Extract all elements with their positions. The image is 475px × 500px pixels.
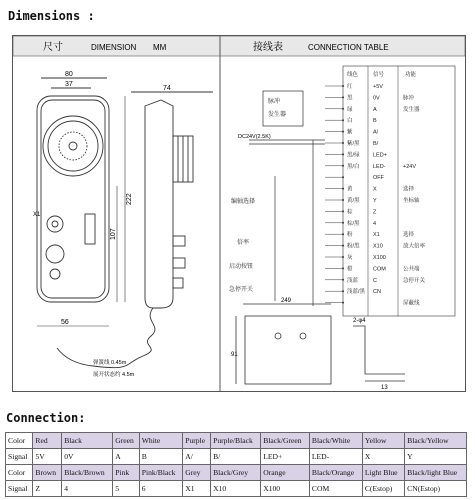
terminal-color: 黑 — [347, 95, 353, 102]
svg-text:编轴选择: 编轴选择 — [231, 199, 256, 205]
table-cell: Black/Green — [261, 433, 310, 449]
connection-heading-en: CONNECTION TABLE — [308, 43, 389, 52]
terminal-color: 橙 — [347, 266, 353, 273]
table-cell: Brown — [33, 465, 62, 481]
pendant-side-view — [131, 92, 213, 308]
table-cell: Green — [113, 433, 139, 449]
svg-text:启动按钮: 启动按钮 — [229, 264, 254, 270]
terminal-func: 公共端 — [403, 266, 420, 273]
terminal-func: 急停开关 — [403, 277, 426, 284]
table-cell: X — [362, 449, 404, 465]
cable-note-2: 展开状态约 4.5m — [93, 372, 135, 378]
schematic-boxes — [249, 91, 325, 306]
svg-text:发生器: 发生器 — [268, 112, 287, 118]
table-cell: Pink — [113, 465, 139, 481]
table-cell: LED- — [309, 449, 362, 465]
terminal-signal: X10 — [373, 243, 383, 250]
terminal-signal: X100 — [373, 255, 386, 261]
dimension-heading-en: DIMENSION — [91, 43, 137, 52]
svg-text:倍率: 倍率 — [237, 240, 250, 246]
mount-dim-249: 249 — [281, 298, 292, 304]
mount-dim-13: 13 — [381, 385, 388, 391]
terminal-color: 灰 — [347, 255, 353, 261]
terminal-color: 棕/黑 — [347, 220, 360, 227]
terminal-func: 脉冲 — [403, 95, 415, 102]
table-row — [6, 449, 467, 465]
mount-dim-91: 91 — [231, 352, 238, 358]
dim-80: 80 — [65, 71, 73, 78]
table-cell: Orange — [261, 465, 310, 481]
terminal-signal: X — [373, 186, 377, 193]
table-cell: Black/Grey — [211, 465, 261, 481]
table-row — [6, 481, 467, 497]
table-cell: White — [139, 433, 183, 449]
table-cell: B — [139, 449, 183, 465]
terminal-color: 粉 — [347, 232, 353, 239]
terminal-func: 发生器 — [403, 106, 420, 113]
dimension-heading-cn: 尺寸 — [43, 42, 63, 53]
connection-title: Connection: — [6, 411, 86, 425]
table-cell: Purple — [183, 433, 211, 449]
table-cell: A/ — [183, 449, 211, 465]
table-cell: Pink/Black — [139, 465, 183, 481]
terminal-color: 白 — [347, 118, 353, 125]
connection-heading-cn: 接线表 — [253, 42, 283, 53]
terminal-func: 放大倍率 — [403, 243, 426, 250]
pendant-front-view — [37, 78, 109, 302]
page-title: Dimensions : — [8, 9, 95, 23]
table-cell: Yellow — [362, 433, 404, 449]
table-cell: 0V — [62, 449, 113, 465]
terminal-header: 功能 — [405, 72, 417, 78]
terminal-signal: Z — [373, 209, 377, 216]
terminal-color: 黄/黑 — [347, 198, 360, 204]
terminal-color: 棕 — [347, 209, 353, 216]
table-cell: Light Blue — [362, 465, 404, 481]
supply-label: DC24V(2.5K) — [238, 134, 271, 140]
table-row — [6, 465, 467, 481]
terminal-func: +24V — [403, 163, 416, 170]
terminal-signal: 4 — [373, 220, 377, 227]
table-row — [6, 433, 467, 449]
terminal-color: 浅蓝 — [347, 277, 359, 284]
terminal-color: 黄 — [347, 186, 353, 193]
row-label: Color — [6, 465, 33, 481]
row-label: Color — [6, 433, 33, 449]
table-cell: 6 — [139, 481, 183, 497]
cable-note-1: 弹簧线 0.45m — [93, 360, 127, 366]
terminal-signal: CN — [373, 289, 381, 296]
terminal-color: 绿 — [347, 106, 353, 113]
table-cell: Purple/Black — [211, 433, 261, 449]
table-cell: CN(Estop) — [405, 481, 467, 497]
dim-74: 74 — [163, 85, 171, 92]
terminal-color: 粉/黑 — [347, 243, 360, 250]
terminal-signal: C — [373, 277, 377, 284]
terminal-func: 屏蔽线 — [403, 300, 420, 307]
terminal-color: 黑/绿 — [347, 152, 360, 159]
table-cell: COM — [309, 481, 362, 497]
table-cell: X1 — [183, 481, 211, 497]
technical-drawing — [12, 35, 466, 392]
terminal-color: 紫/黑 — [347, 141, 360, 147]
terminal-color: 黑/白 — [347, 163, 360, 170]
row-label: Signal — [6, 449, 33, 465]
terminal-func: 选择 — [403, 232, 415, 239]
mount-dim-holes: 2-φ4 — [353, 318, 366, 324]
table-cell: Black — [62, 433, 113, 449]
table-cell: 5V — [33, 449, 62, 465]
terminal-color: 浅蓝/黑 — [347, 289, 366, 296]
table-cell: B/ — [211, 449, 261, 465]
table-cell: 4 — [62, 481, 113, 497]
terminal-func: 坐标轴 — [403, 198, 420, 204]
table-cell: Z — [33, 481, 62, 497]
terminal-header: 线色 — [347, 72, 359, 78]
terminal-color: 紫 — [347, 129, 353, 136]
dimension-unit: MM — [153, 43, 167, 52]
table-cell: C(Estop) — [362, 481, 404, 497]
table-cell: LED+ — [261, 449, 310, 465]
terminal-signal: COM — [373, 266, 386, 273]
coiled-cable — [57, 308, 155, 368]
terminal-signal: OFF — [373, 175, 384, 182]
dim-37: 37 — [65, 81, 73, 88]
terminal-signal: LED+ — [373, 152, 387, 159]
svg-text:脉冲: 脉冲 — [268, 99, 281, 105]
table-cell: Y — [405, 449, 467, 465]
terminal-color: 红 — [347, 84, 353, 90]
table-cell: Black/Yellow — [405, 433, 467, 449]
terminal-func: 选择 — [403, 186, 415, 193]
table-cell: Black/light Blue — [405, 465, 467, 481]
side-labels — [229, 97, 286, 293]
terminal-signal: B — [373, 118, 377, 125]
terminal-signal: A — [373, 106, 377, 113]
table-cell: 5 — [113, 481, 139, 497]
svg-text:急停开关: 急停开关 — [229, 287, 254, 293]
x1-label: X1 — [33, 212, 41, 218]
terminal-signal: B/ — [373, 141, 379, 147]
table-cell: Grey — [183, 465, 211, 481]
table-cell: X10 — [211, 481, 261, 497]
table-cell: Black/Brown — [62, 465, 113, 481]
connection-table — [5, 432, 467, 497]
terminal-signal: 0V — [373, 95, 380, 102]
row-label: Signal — [6, 481, 33, 497]
table-cell: Red — [33, 433, 62, 449]
terminal-signal: A/ — [373, 129, 379, 136]
table-cell: X100 — [261, 481, 310, 497]
dim-107: 107 — [110, 228, 117, 240]
dim-222: 222 — [126, 193, 133, 205]
connection-terminal-list — [325, 70, 426, 307]
table-cell: Black/Orange — [309, 465, 362, 481]
terminal-signal: LED- — [373, 163, 386, 170]
dim-56: 56 — [61, 319, 69, 326]
table-cell: Black/White — [309, 433, 362, 449]
terminal-signal: Y — [373, 198, 377, 204]
terminal-signal: X1 — [373, 232, 380, 239]
table-cell: A — [113, 449, 139, 465]
terminal-header: 信号 — [373, 72, 385, 78]
terminal-signal: +5V — [373, 84, 383, 90]
